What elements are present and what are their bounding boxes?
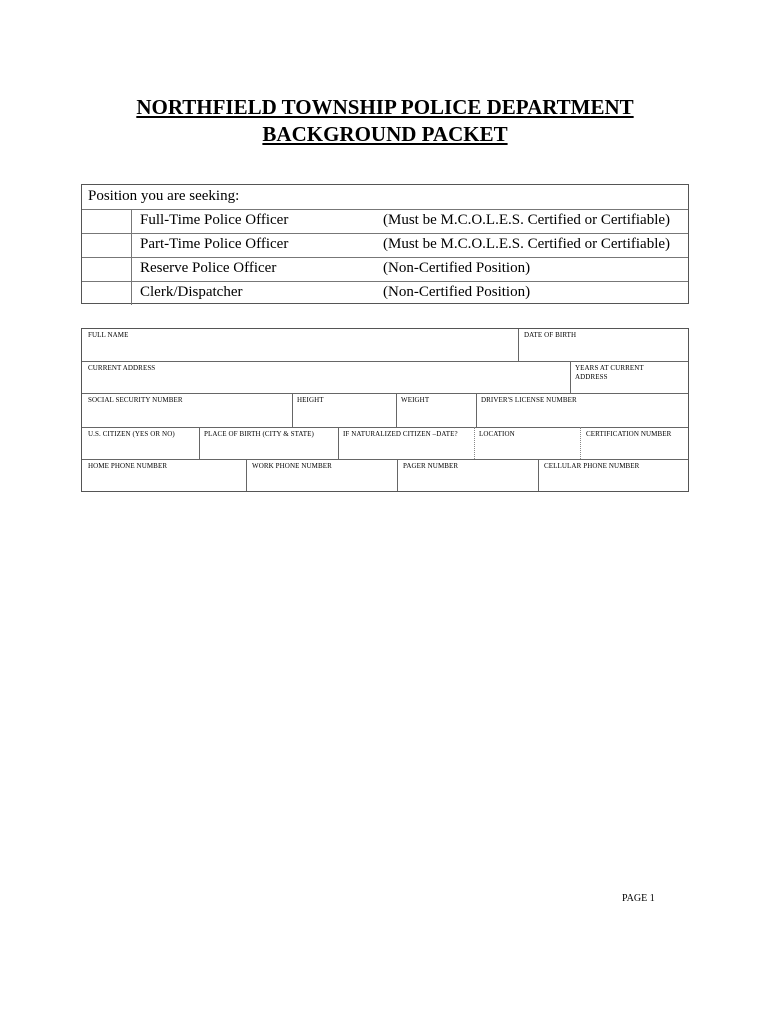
position-checkbox-full-time[interactable]: [82, 210, 132, 233]
position-row-full-time: [82, 209, 688, 233]
weight-label: WEIGHT: [401, 396, 430, 404]
full-name-label: FULL NAME: [88, 331, 129, 339]
row-divider: [82, 459, 688, 460]
page-number: PAGE 1: [622, 893, 655, 904]
position-prompt: Position you are seeking:: [88, 188, 240, 204]
position-checkbox-clerk[interactable]: [82, 282, 132, 305]
cellular-label: CELLULAR PHONE NUMBER: [544, 462, 640, 470]
current-address-label: CURRENT ADDRESS: [88, 364, 156, 372]
position-checkbox-part-time[interactable]: [82, 234, 132, 257]
page-title: NORTHFIELD TOWNSHIP POLICE DEPARTMENT: [136, 95, 634, 119]
position-note: (Non-Certified Position): [383, 284, 531, 300]
home-phone-label: HOME PHONE NUMBER: [88, 462, 168, 470]
pager-label: PAGER NUMBER: [403, 462, 459, 470]
location-label: LOCATION: [479, 430, 515, 438]
row-divider: [82, 361, 688, 362]
drivers-license-label: DRIVER'S LICENSE NUMBER: [481, 396, 577, 404]
column-divider: [246, 459, 247, 491]
position-note: (Must be M.C.O.L.E.S. Certified or Certifiable): [383, 236, 671, 252]
position-note: (Must be M.C.O.L.E.S. Certified or Certifiable): [383, 212, 671, 228]
applicant-info-form: [81, 328, 689, 492]
position-name: Clerk/Dispatcher: [140, 284, 243, 300]
years-at-address-label: YEARS AT CURRENT: [575, 364, 644, 372]
column-divider: [518, 329, 519, 361]
column-divider: [397, 459, 398, 491]
position-table: [81, 184, 689, 304]
column-divider: [580, 427, 581, 459]
column-divider: [474, 427, 475, 459]
naturalized-label: IF NATURALIZED CITIZEN –DATE?: [343, 430, 458, 438]
column-divider: [292, 393, 293, 427]
place-of-birth-label: PLACE OF BIRTH (CITY & STATE): [204, 430, 314, 438]
row-divider: [82, 427, 688, 428]
height-label: HEIGHT: [297, 396, 324, 404]
position-name: Part-Time Police Officer: [140, 236, 289, 252]
years-at-address-label: ADDRESS: [575, 373, 608, 381]
position-note: (Non-Certified Position): [383, 260, 531, 276]
column-divider: [338, 427, 339, 459]
us-citizen-label: U.S. CITIZEN (YES OR NO): [88, 430, 175, 438]
position-checkbox-reserve[interactable]: [82, 258, 132, 281]
column-divider: [396, 393, 397, 427]
date-of-birth-label: DATE OF BIRTH: [524, 331, 577, 339]
position-name: Reserve Police Officer: [140, 260, 277, 276]
column-divider: [476, 393, 477, 427]
column-divider: [199, 427, 200, 459]
column-divider: [538, 459, 539, 491]
position-row-clerk: [82, 281, 688, 305]
position-name: Full-Time Police Officer: [140, 212, 289, 228]
position-row-part-time: [82, 233, 688, 257]
ssn-label: SOCIAL SECURITY NUMBER: [88, 396, 183, 404]
position-row-reserve: [82, 257, 688, 281]
work-phone-label: WORK PHONE NUMBER: [252, 462, 332, 470]
row-divider: [82, 393, 688, 394]
certification-label: CERTIFICATION NUMBER: [586, 430, 672, 438]
column-divider: [570, 361, 571, 393]
page-subtitle: BACKGROUND PACKET: [262, 122, 508, 146]
